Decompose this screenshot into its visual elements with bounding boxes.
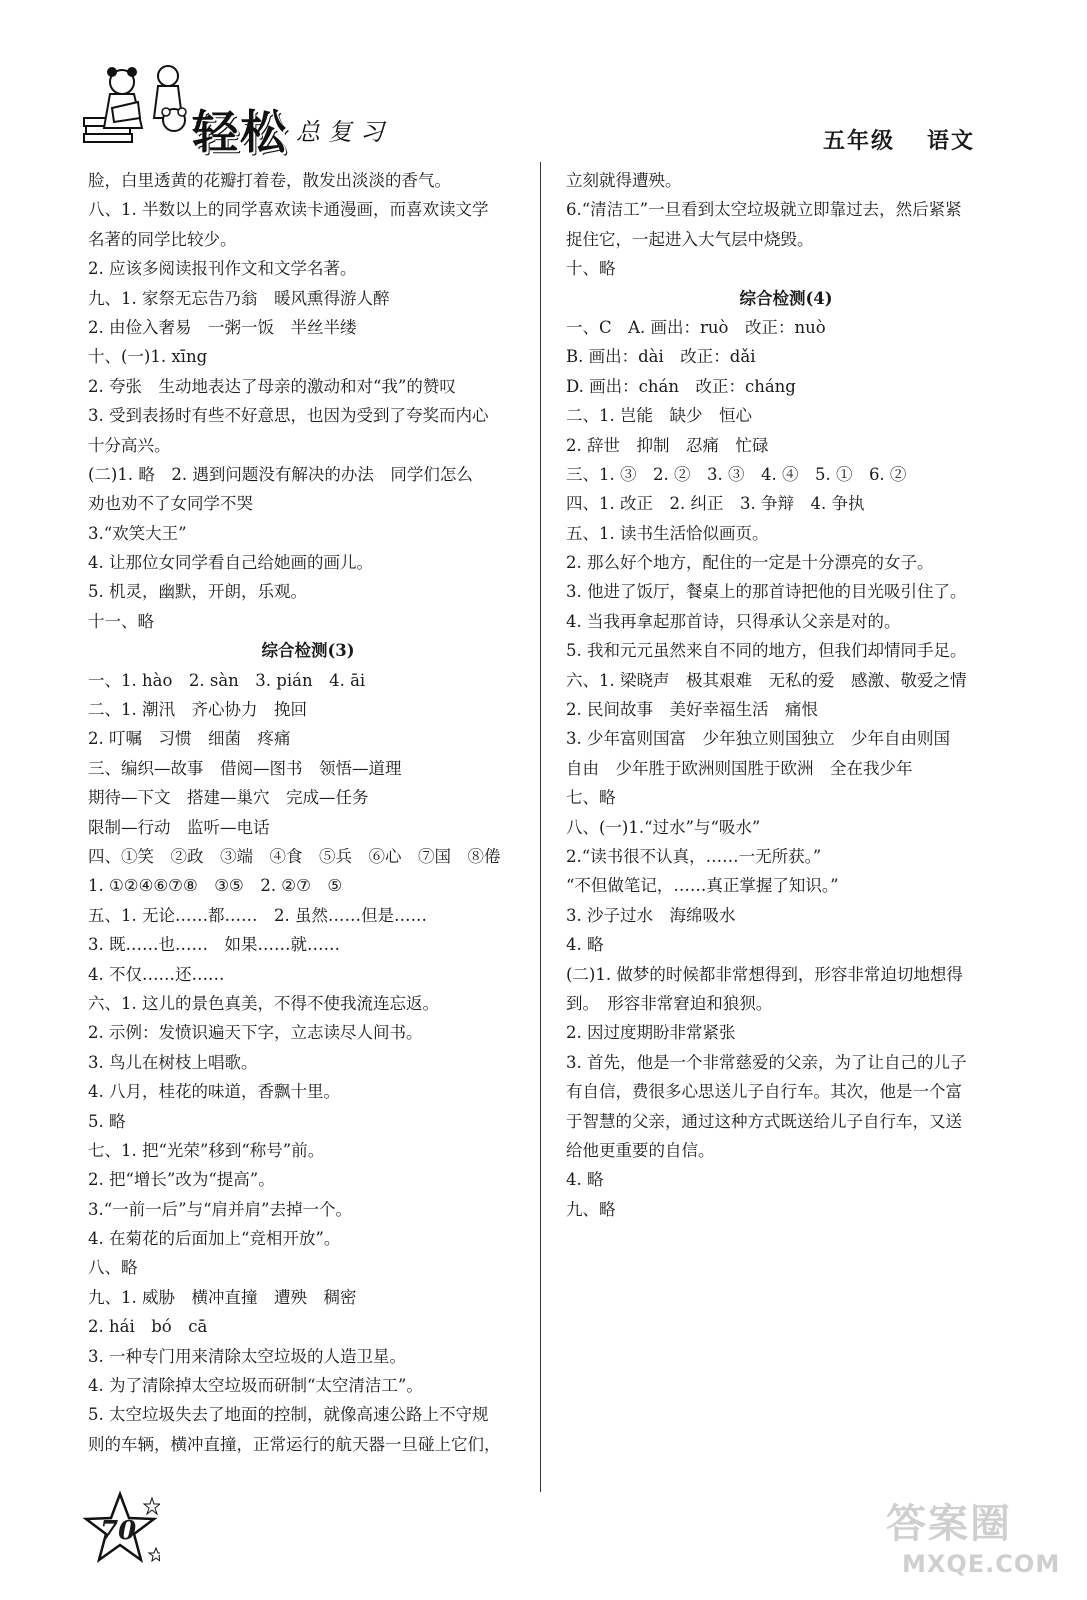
- reading-children-logo-icon: [82, 58, 197, 148]
- answer-line: 3. 少年富则国富 少年独立则国独立 少年自由则国: [566, 729, 950, 749]
- answer-line: 给他更重要的自信。: [566, 1140, 715, 1160]
- answer-line: 5. 我和元元虽然来自不同的地方，但我们却情同手足。: [566, 641, 967, 661]
- answer-line: 2.“读书很不认真，……一无所获。”: [566, 846, 822, 866]
- answer-line: 四、1. 改正 2. 纠正 3. 争辩 4. 争执: [566, 494, 865, 514]
- answer-line: 2. 应该多阅读报刊作文和文学名著。: [88, 259, 357, 279]
- answer-line: 3.“欢笑大王”: [88, 523, 187, 543]
- answer-line: 2. 因过度期盼非常紧张: [566, 1023, 736, 1043]
- answer-line: 二、1. 岂能 缺少 恒心: [566, 406, 752, 426]
- answer-line: 十一、略: [88, 611, 154, 631]
- right-answer-column: [566, 166, 1006, 1224]
- answer-line: 2. 民间故事 美好幸福生活 痛恨: [566, 700, 818, 720]
- answer-line: D. 画出：chán 改正：cháng: [566, 376, 796, 396]
- answer-line: 2. 示例：发愤识遍天下字，立志读尽人间书。: [88, 1023, 423, 1043]
- answer-line: B. 画出：dài 改正：dǎi: [566, 347, 756, 367]
- answer-line: 2. 那么好个地方，配住的一定是十分漂亮的女子。: [566, 553, 934, 573]
- answer-line: 劝也劝不了女同学不哭: [88, 494, 253, 514]
- answer-line: 2. hái bó cā: [88, 1317, 208, 1337]
- answer-line: 3. 沙子过水 海绵吸水: [566, 905, 736, 925]
- page-number: 70: [100, 1516, 137, 1546]
- answer-line: 十、略: [566, 259, 616, 279]
- answer-line: 4. 在菊花的后面加上“竞相开放”。: [88, 1229, 341, 1249]
- answer-line: 3. 一种专门用来清除太空垃圾的人造卫星。: [88, 1346, 406, 1366]
- answer-line: 3. 既……也…… 如果……就……: [88, 935, 340, 955]
- answer-line: 十分高兴。: [88, 435, 171, 455]
- answer-line: (二)1. 略 2. 遇到问题没有解决的办法 同学们怎么: [88, 464, 473, 484]
- answer-line: 三、1. ③ 2. ② 3. ③ 4. ④ 5. ① 6. ②: [566, 464, 907, 484]
- answer-line: 4. 不仅……还……: [88, 964, 225, 984]
- section-heading: 综合检测(3): [261, 641, 355, 661]
- answer-line: 期待—下文 搭建—巢穴 完成—任务: [88, 788, 369, 808]
- answer-line: 限制—行动 监听—电话: [88, 817, 270, 837]
- answer-line: 2. 叮嘱 习惯 细菌 疼痛: [88, 729, 291, 749]
- watermark-url: MXQE.COM: [902, 1550, 1061, 1578]
- answer-line: 4. 八月，桂花的味道，香飘十里。: [88, 1082, 340, 1102]
- answer-line: 4. 略: [566, 1170, 604, 1190]
- answer-line: 三、编织—故事 借阅—图书 领悟—道理: [88, 758, 402, 778]
- answer-line: 则的车辆，横冲直撞，正常运行的航天器一旦碰上它们，: [88, 1434, 501, 1454]
- answer-line: 4. 为了清除掉太空垃圾而研制“太空清洁工”。: [88, 1376, 423, 1396]
- answer-line: 八、略: [88, 1258, 138, 1278]
- answer-line: 捉住它，一起进入大气层中烧毁。: [566, 229, 814, 249]
- answer-line: 脸，白里透黄的花瓣打着卷，散发出淡淡的香气。: [88, 171, 451, 190]
- answer-line: 5. 略: [88, 1111, 126, 1131]
- answer-line: 五、1. 读书生活恰似画页。: [566, 523, 769, 543]
- answer-line: 5. 太空垃圾失去了地面的控制，就像高速公路上不守规: [88, 1405, 489, 1425]
- watermark-logo-text: 答案圈: [886, 1501, 1012, 1547]
- answer-line: 4. 让那位女同学看自己给她画的画儿。: [88, 553, 373, 573]
- answer-line: 到。 形容非常窘迫和狼狈。: [566, 993, 773, 1013]
- answer-line: 3.“一前一后”与“肩并肩”去掉一个。: [88, 1199, 352, 1219]
- answer-line: 七、略: [566, 788, 616, 808]
- answer-line: 3. 首先，他是一个非常慈爱的父亲，为了让自己的儿子: [566, 1052, 967, 1072]
- answer-line: 3. 鸟儿在树枝上唱歌。: [88, 1052, 258, 1072]
- answer-line: 九、略: [566, 1199, 616, 1219]
- answer-line: 九、1. 家祭无忘告乃翁 暖风熏得游人醉: [88, 288, 390, 308]
- answer-line: 2. 把“增长”改为“提高”。: [88, 1170, 275, 1190]
- answer-line: 五、1. 无论……都…… 2. 虽然……但是……: [88, 905, 427, 925]
- answer-line: 于智慧的父亲，通过这种方式既送给儿子自行车，又送: [566, 1111, 962, 1131]
- answer-line: 十、(一)1. xīng: [88, 347, 208, 367]
- answer-line: 2. 辞世 抑制 忍痛 忙碌: [566, 435, 769, 455]
- brand-subtitle: 总复习: [296, 118, 392, 146]
- answer-line: 3. 他进了饭厅，餐桌上的那首诗把他的目光吸引住了。: [566, 582, 967, 602]
- answer-line: “不但做笔记，……真正掌握了知识。”: [566, 876, 839, 896]
- answer-line: 立刻就得遭殃。: [566, 171, 682, 190]
- answer-line: 有自信，费很多心思送儿子自行车。其次，他是一个富: [566, 1082, 962, 1102]
- answer-line: 5. 机灵，幽默，开朗，乐观。: [88, 582, 307, 602]
- brand-title: 轻松: [192, 105, 288, 159]
- grade-label: 五年级: [822, 129, 895, 154]
- answer-line: 4. 略: [566, 935, 604, 955]
- answer-line: 一、C A. 画出：ruò 改正：nuò: [566, 317, 826, 337]
- answer-line: 自由 少年胜于欧洲则国胜于欧洲 全在我少年: [566, 758, 913, 778]
- watermark: [878, 1492, 1068, 1588]
- answer-line: 名著的同学比较少。: [88, 229, 237, 249]
- answer-line: 3. 受到表扬时有些不好意思，也因为受到了夸奖而内心: [88, 406, 489, 426]
- answer-line: 八、1. 半数以上的同学喜欢读卡通漫画，而喜欢读文学: [88, 200, 489, 220]
- answer-line: 1. ①②④⑥⑦⑧ ③⑤ 2. ②⑦ ⑤: [88, 876, 343, 896]
- answer-line: 七、1. 把“光荣”移到“称号”前。: [88, 1140, 325, 1160]
- left-answer-column: [88, 166, 528, 1459]
- answer-line: 二、1. 潮汛 齐心协力 挽回: [88, 700, 307, 720]
- answer-line: 6.“清洁工”一旦看到太空垃圾就立即靠过去，然后紧紧: [566, 200, 962, 220]
- section-heading: 综合检测(4): [739, 288, 833, 308]
- answer-line: 一、1. hào 2. sàn 3. pián 4. āi: [88, 670, 366, 690]
- answer-line: 2. 夸张 生动地表达了母亲的激动和对“我”的赞叹: [88, 376, 456, 396]
- page-header: [0, 0, 1087, 170]
- answer-line: 六、1. 这儿的景色真美，不得不使我流连忘返。: [88, 993, 439, 1013]
- column-divider: [540, 162, 541, 1492]
- subject-label: 语文: [926, 129, 975, 154]
- answer-line: 四、①笑 ②政 ③端 ④食 ⑤兵 ⑥心 ⑦国 ⑧倦: [88, 846, 501, 866]
- answer-line: (二)1. 做梦的时候都非常想得到，形容非常迫切地想得: [566, 964, 963, 984]
- answer-line: 六、1. 梁晓声 极其艰难 无私的爱 感激、敬爱之情: [566, 670, 967, 690]
- answer-line: 4. 当我再拿起那首诗，只得承认父亲是对的。: [566, 611, 901, 631]
- answer-line: 2. 由俭入奢易 一粥一饭 半丝半缕: [88, 317, 357, 337]
- answer-line: 九、1. 威胁 横冲直撞 遭殃 稠密: [88, 1287, 357, 1307]
- grade-subject-label: [823, 124, 975, 155]
- answer-line: 八、(一)1.“过水”与“吸水”: [566, 817, 761, 837]
